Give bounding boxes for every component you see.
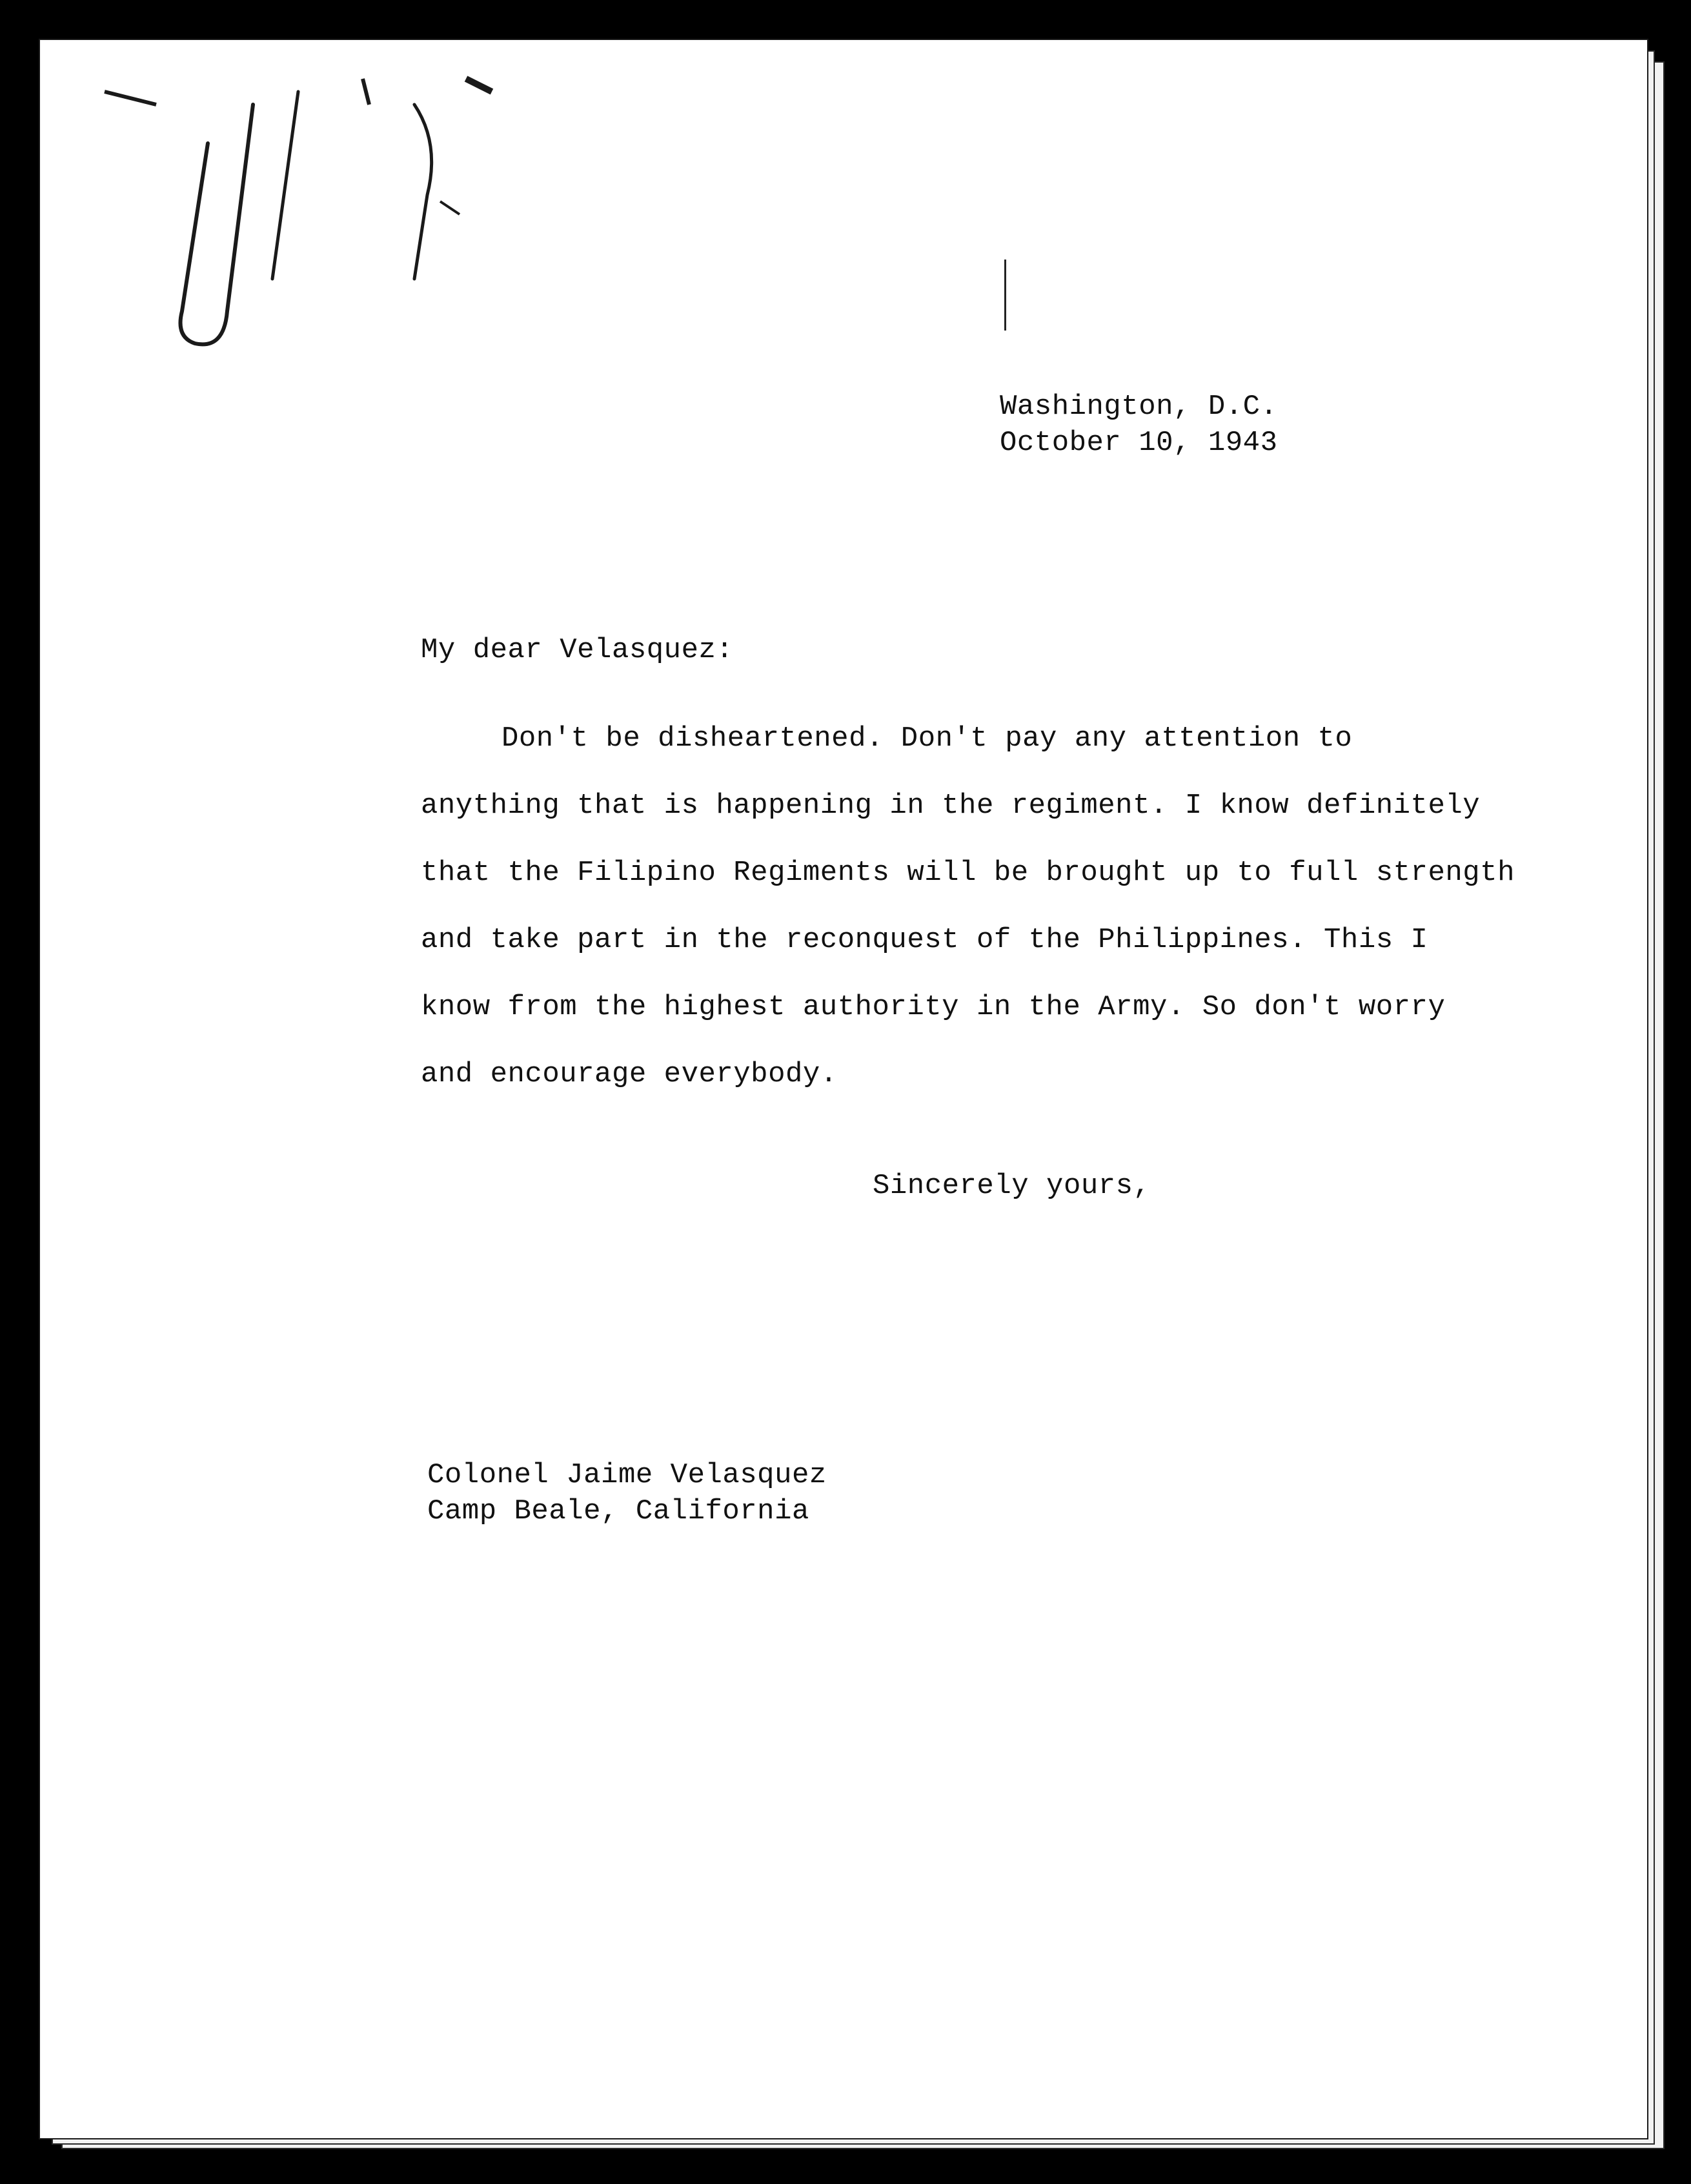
body-line: that the Filipino Regiments will be brought up to full strength: [421, 857, 1515, 889]
recipient-address: Camp Beale, California: [427, 1495, 809, 1527]
letter-body: [421, 705, 1515, 1108]
closing: Sincerely yours,: [873, 1170, 1151, 1202]
body-line: anything that is happening in the regiment. I know definitely: [421, 790, 1481, 822]
salutation: My dear Velasquez:: [421, 634, 734, 666]
body-line: know from the highest authority in the Army. So don't worry: [421, 991, 1446, 1023]
place-line: Washington, D.C.: [1000, 391, 1278, 423]
body-line: and encourage everybody.: [421, 1058, 838, 1090]
date-line: October 10, 1943: [1000, 427, 1278, 459]
body-line: Don't be disheartened. Don't pay any attention to: [501, 722, 1353, 755]
pencil-mark: [1004, 260, 1006, 331]
paper-clip-icon: [79, 66, 531, 376]
recipient-name: Colonel Jaime Velasquez: [427, 1459, 827, 1491]
body-line: and take part in the reconquest of the Philippines. This I: [421, 924, 1428, 956]
place-date-block: [1000, 389, 1277, 461]
recipient-block: [427, 1457, 827, 1529]
letter-page: [39, 39, 1648, 2139]
